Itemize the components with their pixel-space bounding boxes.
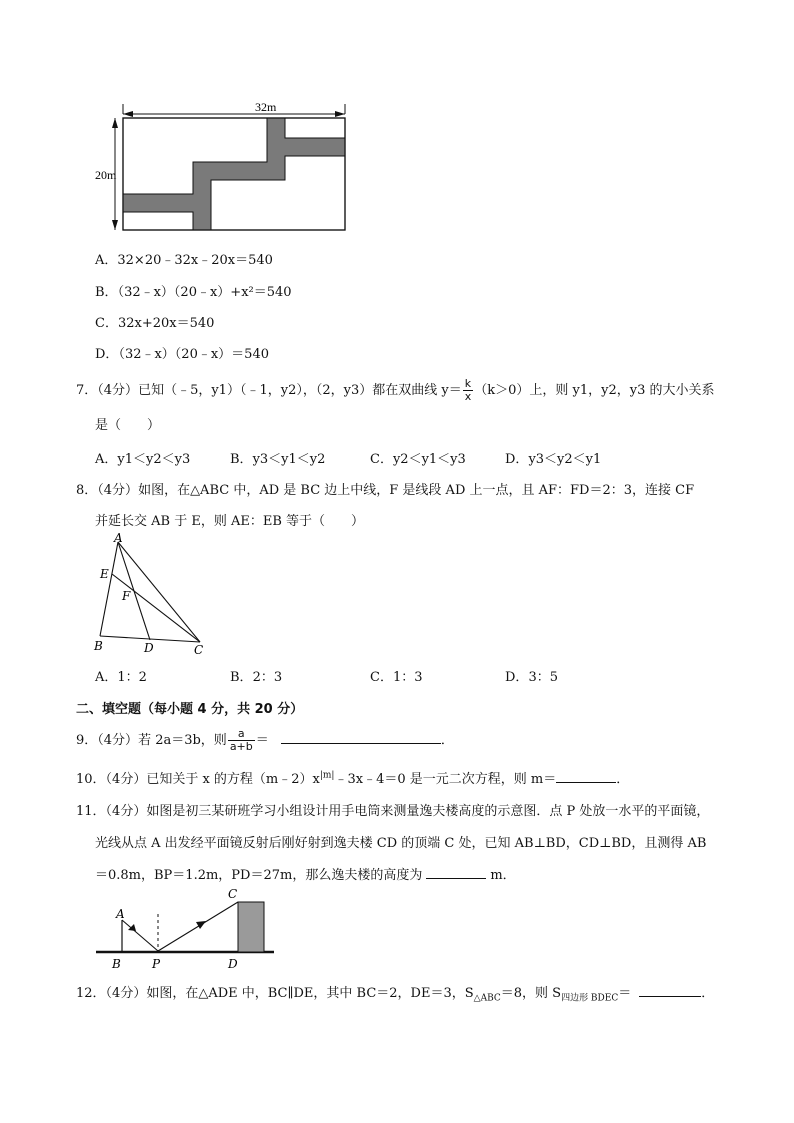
q12-end: ． (701, 986, 715, 1001)
q9-answer-blank[interactable] (281, 731, 441, 744)
option-text: 32x+20x＝540 (117, 316, 215, 331)
option-label: D． (95, 347, 119, 362)
width-label: 32m (255, 100, 277, 114)
question-number: 12． (76, 986, 106, 1001)
q7-option-b[interactable] (230, 448, 325, 467)
q7-fraction (463, 378, 474, 403)
option-text: 1：2 (117, 670, 147, 685)
q12-stem-c: ＝ (618, 986, 632, 1001)
q9-stem-a: 若 2a＝3b，则 (138, 733, 227, 748)
question-number: 8． (76, 483, 98, 498)
frac-numerator: a (228, 728, 255, 741)
label-a: A (114, 531, 123, 545)
q10-end: ． (616, 772, 630, 787)
q10-stem (76, 768, 629, 787)
q6-option-b[interactable] (95, 281, 292, 300)
q11-line1: 如图是初三某研班学习小组设计用手电筒来测量逸夫楼高度的示意图．点 P 处放一水平的平面镜， (146, 804, 710, 819)
frac-numerator: k (463, 378, 474, 391)
q8-option-b[interactable] (230, 666, 282, 685)
q9-end: ． (440, 733, 454, 748)
question-score: （4分） (105, 772, 147, 787)
option-label: C． (370, 670, 393, 685)
option-text: （32﹣x）（20﹣x）＝540 (118, 347, 269, 362)
q7-stem-a: 已知（﹣5，y1）（﹣1，y2），（2，y3）都在双曲线 y＝ (138, 383, 462, 398)
q12-answer-blank[interactable] (639, 984, 701, 997)
q8-option-d[interactable] (505, 666, 558, 685)
option-text: y2＜y1＜y3 (392, 452, 466, 467)
q8-stem-line2: 并延长交 AB 于 E，则 AE：EB 等于（ ） (95, 514, 365, 529)
q10-exponent: |m| (319, 770, 335, 781)
q8-option-c[interactable] (370, 666, 423, 685)
q12-subscript-abc: △ABC (473, 993, 501, 1004)
option-label: D． (505, 670, 529, 685)
q8-stem-line1 (76, 479, 694, 498)
question-score: （4分） (97, 733, 139, 748)
option-label: B． (230, 670, 253, 685)
q11-stem-line2: 光线从点 A 出发经平面镜反射后刚好射到逸夫楼 CD 的顶端 C 处，已知 AB⊥BD，CD⊥BD，且测得 AB (95, 836, 707, 851)
option-label: C． (95, 316, 118, 331)
q11-line3a: ＝0.8m，BP＝1.2m，PD＝27m，那么逸夫楼的高度为 (95, 868, 423, 883)
label-e: E (100, 567, 109, 581)
q7-stem-line2: 是（ ） (95, 418, 161, 433)
question-number: 9． (76, 733, 98, 748)
q9-fraction (228, 728, 255, 753)
q8-line1: 如图，在△ABC 中，AD 是 BC 边上中线，F 是线段 AD 上一点，且 AF：FD＝2：3，连接 CF (138, 483, 695, 498)
q7-stem-b: （k＞0）上，则 y1，y2，y3 的大小关系 (474, 383, 715, 398)
label-d: D (228, 957, 238, 971)
option-text: （32﹣x）（20﹣x）+x²＝540 (117, 285, 292, 300)
frac-denominator: a+b (229, 740, 253, 753)
frac-denominator: x (464, 390, 472, 403)
option-label: D． (505, 452, 529, 467)
option-text: 2：3 (252, 670, 283, 685)
q12-subscript-bdec: 四边形 BDEC (561, 993, 619, 1004)
question-number: 11． (76, 804, 106, 819)
q11-stem-line1 (76, 800, 709, 819)
question-score: （4分） (97, 483, 139, 498)
q11-line3b: m． (490, 868, 516, 883)
option-text: 1：3 (392, 670, 423, 685)
option-text: 32×20﹣32x﹣20x＝540 (117, 253, 273, 268)
label-b: B (112, 957, 121, 971)
option-label: B． (230, 452, 253, 467)
q10-stem-b: ﹣3x﹣4＝0 是一元二次方程，则 m＝ (334, 772, 557, 787)
option-label: C． (370, 452, 393, 467)
question-score: （4分） (97, 383, 139, 398)
q11-answer-blank[interactable] (426, 866, 486, 879)
q9-stem-b: ＝ (255, 733, 269, 748)
q11-stem-line3 (95, 864, 516, 883)
option-label: A． (95, 670, 118, 685)
q12-stem (76, 982, 714, 1004)
question-score: （4分） (105, 804, 147, 819)
q12-stem-b: ＝8，则 S (500, 986, 562, 1001)
field-road-figure (95, 100, 355, 240)
option-label: B． (95, 285, 118, 300)
label-d: D (144, 641, 154, 655)
option-text: y1＜y2＜y3 (117, 452, 191, 467)
mirror-building-figure (92, 884, 282, 974)
option-label: A． (95, 452, 118, 467)
question-score: （4分） (105, 986, 147, 1001)
q10-answer-blank[interactable] (556, 770, 616, 783)
q6-option-c[interactable] (95, 312, 214, 331)
q7-stem-line1 (76, 378, 714, 403)
height-label: 20m (95, 168, 117, 182)
q7-option-c[interactable] (370, 448, 466, 467)
q7-option-d[interactable] (505, 448, 601, 467)
label-c: C (194, 643, 204, 657)
option-text: y3＜y1＜y2 (252, 452, 326, 467)
q12-stem-a: 如图，在△ADE 中，BC∥DE，其中 BC＝2，DE＝3，S (146, 986, 474, 1001)
q10-stem-a: 已知关于 x 的方程（m﹣2）x (146, 772, 320, 787)
q6-option-a[interactable] (95, 249, 273, 268)
option-text: y3＜y2＜y1 (528, 452, 602, 467)
question-number: 10． (76, 772, 106, 787)
label-c: C (228, 887, 238, 901)
question-number: 7． (76, 383, 98, 398)
triangle-abc-figure (88, 530, 218, 658)
section-title: 二、填空题（每小题 4 分，共 20 分） (76, 702, 304, 717)
option-text: 3：5 (528, 670, 558, 685)
q8-option-a[interactable] (95, 666, 147, 685)
q9-stem (76, 728, 454, 753)
label-p: P (152, 957, 161, 971)
label-a: A (116, 907, 125, 921)
q6-option-d[interactable] (95, 343, 269, 362)
label-b: B (94, 639, 103, 653)
q7-option-a[interactable] (95, 448, 190, 467)
option-label: A． (95, 253, 118, 268)
label-f: F (122, 589, 131, 603)
